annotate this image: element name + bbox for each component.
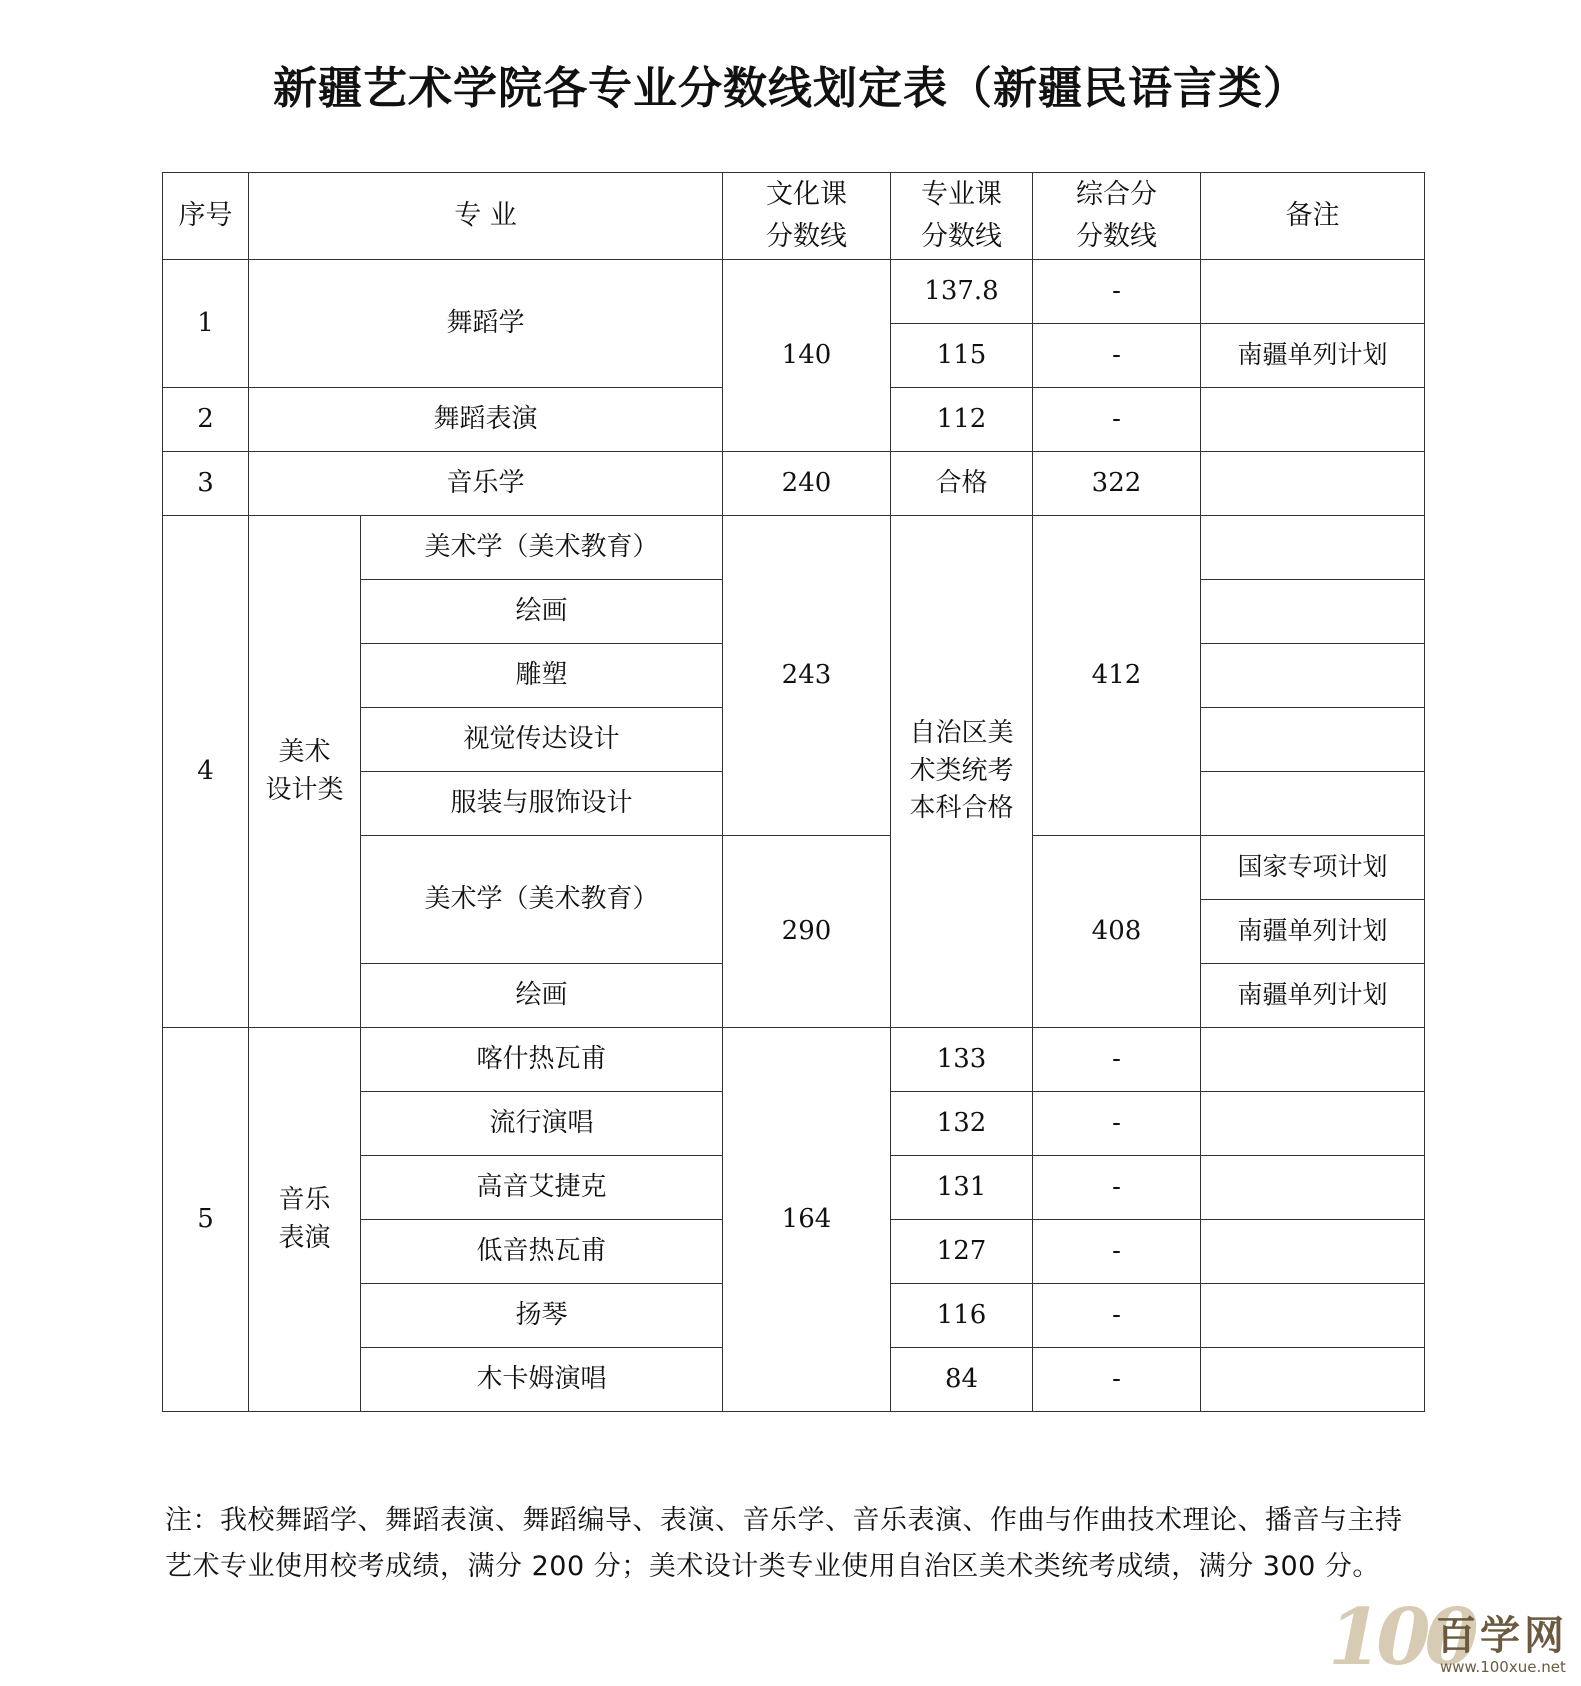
culture-cell: 290 (723, 836, 891, 1028)
prof-cell: 133 (891, 1028, 1033, 1092)
table-row (163, 452, 1425, 516)
comp-cell: - (1033, 260, 1201, 324)
sub-major-cell: 雕塑 (361, 644, 723, 708)
note-cell (1201, 452, 1425, 516)
culture-cell: 140 (723, 260, 891, 452)
note-cell: 南疆单列计划 (1201, 964, 1425, 1028)
note-cell (1201, 516, 1425, 580)
note-cell (1201, 1156, 1425, 1220)
note-cell: 国家专项计划 (1201, 836, 1425, 900)
note-cell (1201, 1348, 1425, 1412)
comp-cell: 408 (1033, 836, 1201, 1028)
sub-major-cell: 木卡姆演唱 (361, 1348, 723, 1412)
sub-major-cell: 美术学（美术教育） (361, 836, 723, 964)
header-note: 备注 (1201, 173, 1425, 260)
score-table (162, 172, 1425, 1412)
prof-cell: 127 (891, 1220, 1033, 1284)
sub-major-cell: 流行演唱 (361, 1092, 723, 1156)
major-cell: 音乐学 (249, 452, 723, 516)
culture-cell: 164 (723, 1028, 891, 1412)
header-seq: 序号 (163, 173, 249, 260)
prof-cell: 84 (891, 1348, 1033, 1412)
note-cell: 南疆单列计划 (1201, 900, 1425, 964)
note-cell (1201, 260, 1425, 324)
watermark-number: 100 (1328, 1592, 1473, 1683)
prof-cell: 131 (891, 1156, 1033, 1220)
prof-cell: 115 (891, 324, 1033, 388)
seq-cell: 1 (163, 260, 249, 388)
seq-cell: 3 (163, 452, 249, 516)
comp-cell: - (1033, 1092, 1201, 1156)
sub-major-cell: 绘画 (361, 964, 723, 1028)
comp-cell: - (1033, 324, 1201, 388)
table-row (163, 1028, 1425, 1092)
note-cell (1201, 1092, 1425, 1156)
culture-cell: 240 (723, 452, 891, 516)
note-cell (1201, 1028, 1425, 1092)
prof-cell: 132 (891, 1092, 1033, 1156)
group-cell: 音乐 表演 (249, 1028, 361, 1412)
note-cell (1201, 580, 1425, 644)
culture-cell: 243 (723, 516, 891, 836)
group-cell: 美术 设计类 (249, 516, 361, 1028)
note-cell (1201, 1220, 1425, 1284)
watermark-logo (1328, 1592, 1581, 1686)
note-cell (1201, 772, 1425, 836)
comp-cell: - (1033, 388, 1201, 452)
note-cell (1201, 644, 1425, 708)
note-cell (1201, 1284, 1425, 1348)
footnote: 注：我校舞蹈学、舞蹈表演、舞蹈编导、表演、音乐学、音乐表演、作曲与作曲技术理论、播音与主持艺术专业使用校考成绩，满分 200 分；美术设计类专业使用自治区美术类统考成绩，满分 300 分。 (165, 1505, 1403, 1582)
sub-major-cell: 视觉传达设计 (361, 708, 723, 772)
prof-cell: 自治区美 术类统考 本科合格 (891, 516, 1033, 1028)
sub-major-cell: 低音热瓦甫 (361, 1220, 723, 1284)
prof-cell: 116 (891, 1284, 1033, 1348)
comp-cell: - (1033, 1156, 1201, 1220)
sub-major-cell: 扬琴 (361, 1284, 723, 1348)
seq-cell: 2 (163, 388, 249, 452)
table-row (163, 260, 1425, 324)
header-prof: 专业课 分数线 (891, 173, 1033, 260)
prof-cell: 合格 (891, 452, 1033, 516)
header-culture: 文化课 分数线 (723, 173, 891, 260)
prof-cell: 137.8 (891, 260, 1033, 324)
header-comp: 综合分 分数线 (1033, 173, 1201, 260)
major-cell: 舞蹈学 (249, 260, 723, 388)
page-title: 新疆艺术学院各专业分数线划定表（新疆民语言类） (273, 63, 1308, 114)
sub-major-cell: 高音艾捷克 (361, 1156, 723, 1220)
note-cell: 南疆单列计划 (1201, 324, 1425, 388)
watermark-name: 百学网 (1436, 1613, 1568, 1659)
comp-cell: - (1033, 1028, 1201, 1092)
table-header-row (163, 173, 1425, 260)
note-cell (1201, 708, 1425, 772)
sub-major-cell: 服装与服饰设计 (361, 772, 723, 836)
major-cell: 舞蹈表演 (249, 388, 723, 452)
comp-cell: 322 (1033, 452, 1201, 516)
sub-major-cell: 喀什热瓦甫 (361, 1028, 723, 1092)
comp-cell: - (1033, 1220, 1201, 1284)
table-row (163, 516, 1425, 580)
seq-cell: 4 (163, 516, 249, 1028)
comp-cell: - (1033, 1348, 1201, 1412)
seq-cell: 5 (163, 1028, 249, 1412)
comp-cell: - (1033, 1284, 1201, 1348)
header-major: 专 业 (249, 173, 723, 260)
sub-major-cell: 绘画 (361, 580, 723, 644)
watermark-url: www.100xue.net (1440, 1658, 1566, 1676)
comp-cell: 412 (1033, 516, 1201, 836)
note-cell (1201, 388, 1425, 452)
prof-cell: 112 (891, 388, 1033, 452)
sub-major-cell: 美术学（美术教育） (361, 516, 723, 580)
